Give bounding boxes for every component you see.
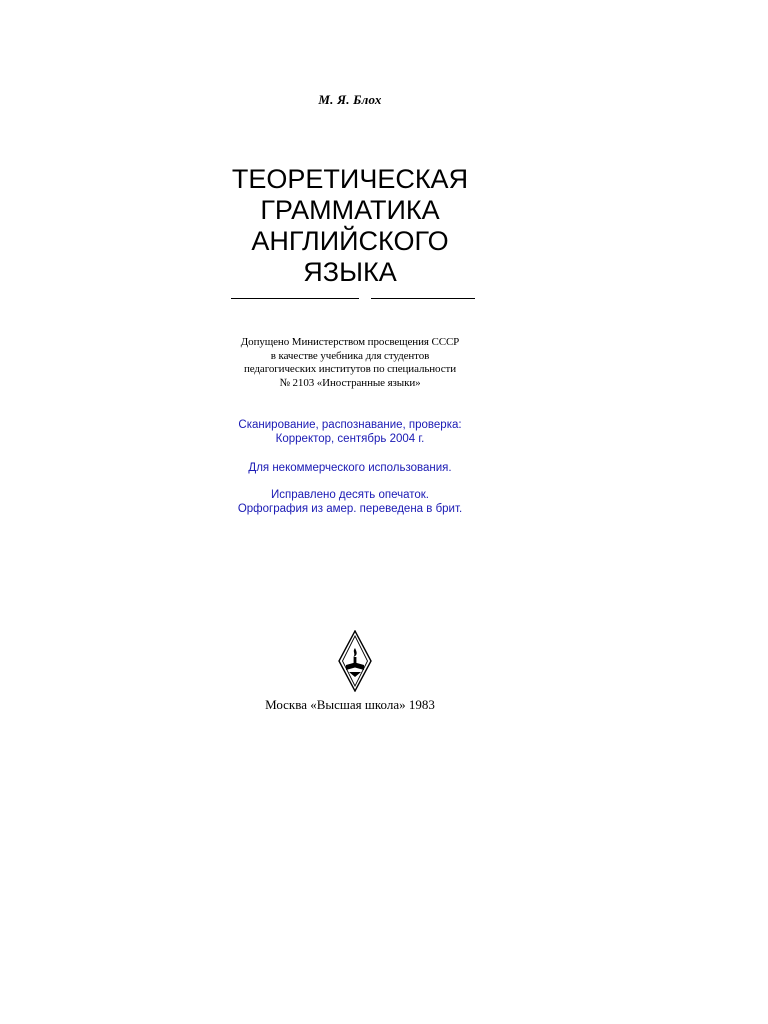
title-rule-left [231, 298, 359, 299]
scan-corrections-note [0, 488, 700, 516]
title-rule-right [371, 298, 475, 299]
scan-usage-note [0, 461, 700, 475]
approval-line: № 2103 «Иностранные языки» [279, 376, 421, 389]
approval-line: педагогических институтов по специальности [244, 363, 456, 375]
approval-line: Допущено Министерством просвещения СССР [240, 336, 460, 348]
approval-note [0, 336, 700, 390]
title-line: АНГЛИЙСКОГО [251, 226, 449, 256]
title-line: ТЕОРЕТИЧЕСКАЯ [231, 164, 469, 194]
publisher-imprint: Москва «Высшая школа» 1983 [265, 697, 435, 712]
scan-line: Для некоммерческого использования. [248, 462, 452, 474]
approval-line: в качестве учебника для студентов [270, 349, 430, 362]
scan-line: Исправлено десять опечаток. [271, 489, 429, 501]
scan-line: Сканирование, распознавание, проверка: [238, 419, 462, 431]
publisher-emblem-icon [338, 630, 372, 692]
author-name: М. Я. Блох [318, 92, 382, 107]
title-line: ГРАММАТИКА [260, 195, 440, 225]
book-title [0, 164, 700, 288]
scan-line: Корректор, сентябрь 2004 г. [275, 433, 425, 445]
scan-line: Орфография из амер. переведена в брит. [237, 503, 463, 515]
scan-credits [0, 418, 700, 446]
title-line: ЯЗЫКА [303, 257, 397, 287]
